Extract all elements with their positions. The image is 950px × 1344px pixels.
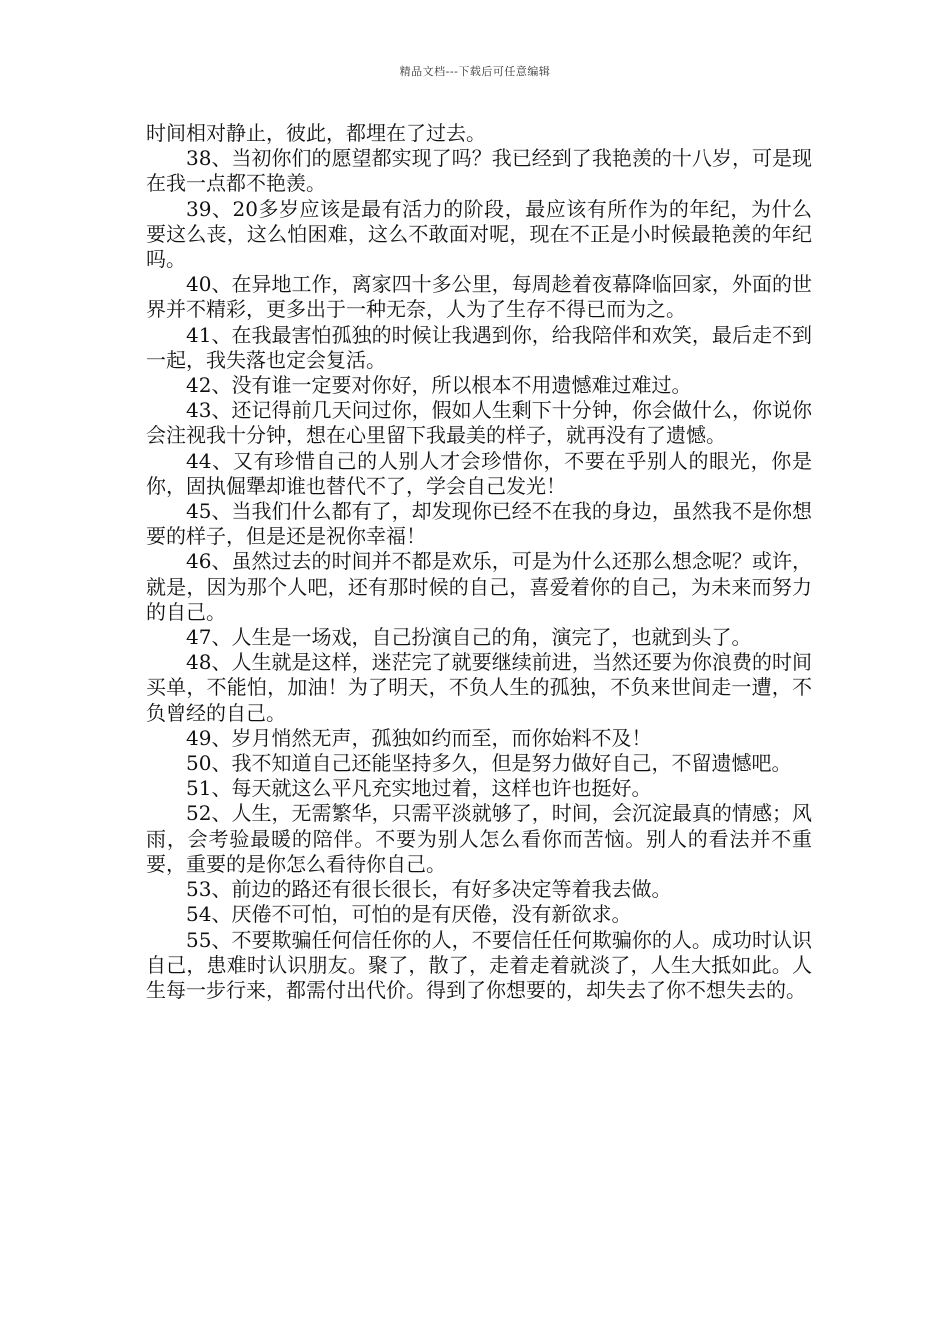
paragraph-item-45: 45、当我们什么都有了，却发现你已经不在我的身边，虽然我不是你想要的样子，但是还是祝你幸福！ <box>146 499 812 549</box>
paragraph-item-53: 53、前边的路还有很长很长，有好多决定等着我去做。 <box>186 877 672 902</box>
paragraph-item-55: 55、不要欺骗任何信任你的人，不要信任任何欺骗你的人。成功时认识自己，患难时认识朋友。聚了，散了，走着走着就淡了，人生大抵如此。人生每一步行来，都需付出代价。得到了你想要的，却失去了你不想失去的。 <box>146 927 812 1002</box>
paragraph-item-49: 49、岁月悄然无声，孤独如约而至，而你始料不及！ <box>186 725 652 750</box>
paragraph-item-39: 39、20多岁应该是最有活力的阶段，最应该有所作为的年纪，为什么要这么丧，这么怕困难，这么不敢面对呢，现在不正是小时候最艳羡的年纪吗。 <box>146 196 812 272</box>
paragraph-item-51: 51、每天就这么平凡充实地过着，这样也许也挺好。 <box>186 776 652 801</box>
paragraph-item-46: 46、虽然过去的时间并不都是欢乐，可是为什么还那么想念呢？或许，就是，因为那个人吧，还有那时候的自己，喜爱着你的自己，为未来而努力的自己。 <box>146 549 812 624</box>
paragraph-item-54: 54、厌倦不可怕，可怕的是有厌倦，没有新欲求。 <box>186 902 632 927</box>
paragraph-item-48: 48、人生就是这样，迷茫完了就要继续前进，当然还要为你浪费的时间买单，不能怕，加油！为了明天，不负人生的孤独，不负来世间走一遭，不负曾经的自己。 <box>146 650 812 725</box>
page-header: 精品文档---下载后可任意编辑 <box>399 65 551 78</box>
paragraph-item-38: 38、当初你们的愿望都实现了吗？我已经到了我艳羡的十八岁，可是现在我一点都不艳羡。 <box>146 146 812 196</box>
paragraph-item-47: 47、人生是一场戏，自己扮演自己的角，演完了，也就到头了。 <box>186 625 752 650</box>
paragraph-item-40: 40、在异地工作，离家四十多公里，每周趁着夜幕降临回家，外面的世界并不精彩，更多出于一种无奈，人为了生存不得已而为之。 <box>146 272 812 322</box>
paragraph-item-43: 43、还记得前几天问过你，假如人生剩下十分钟，你会做什么，你说你会注视我十分钟，想在心里留下我最美的样子，就再没有了遗憾。 <box>146 398 812 448</box>
paragraph-item-42: 42、没有谁一定要对你好，所以根本不用遗憾难过难过。 <box>186 373 692 398</box>
document-body <box>146 121 812 1003</box>
paragraph-item-52: 52、人生，无需繁华，只需平淡就够了，时间，会沉淀最真的情感；风雨，会考验最暖的陪伴。不要为别人怎么看你而苦恼。别人的看法并不重要，重要的是你怎么看待你自己。 <box>146 801 812 876</box>
paragraph-item-50: 50、我不知道自己还能坚持多久，但是努力做好自己，不留遗憾吧。 <box>186 751 792 776</box>
paragraph-continuation: 时间相对静止，彼此，都埋在了过去。 <box>146 121 486 145</box>
paragraph-item-41: 41、在我最害怕孤独的时候让我遇到你，给我陪伴和欢笑，最后走不到一起，我失落也定会复活。 <box>146 322 812 372</box>
paragraph-item-44: 44、又有珍惜自己的人别人才会珍惜你，不要在乎别人的眼光，你是你，固执倔犟却谁也替代不了，学会自己发光！ <box>146 448 812 498</box>
